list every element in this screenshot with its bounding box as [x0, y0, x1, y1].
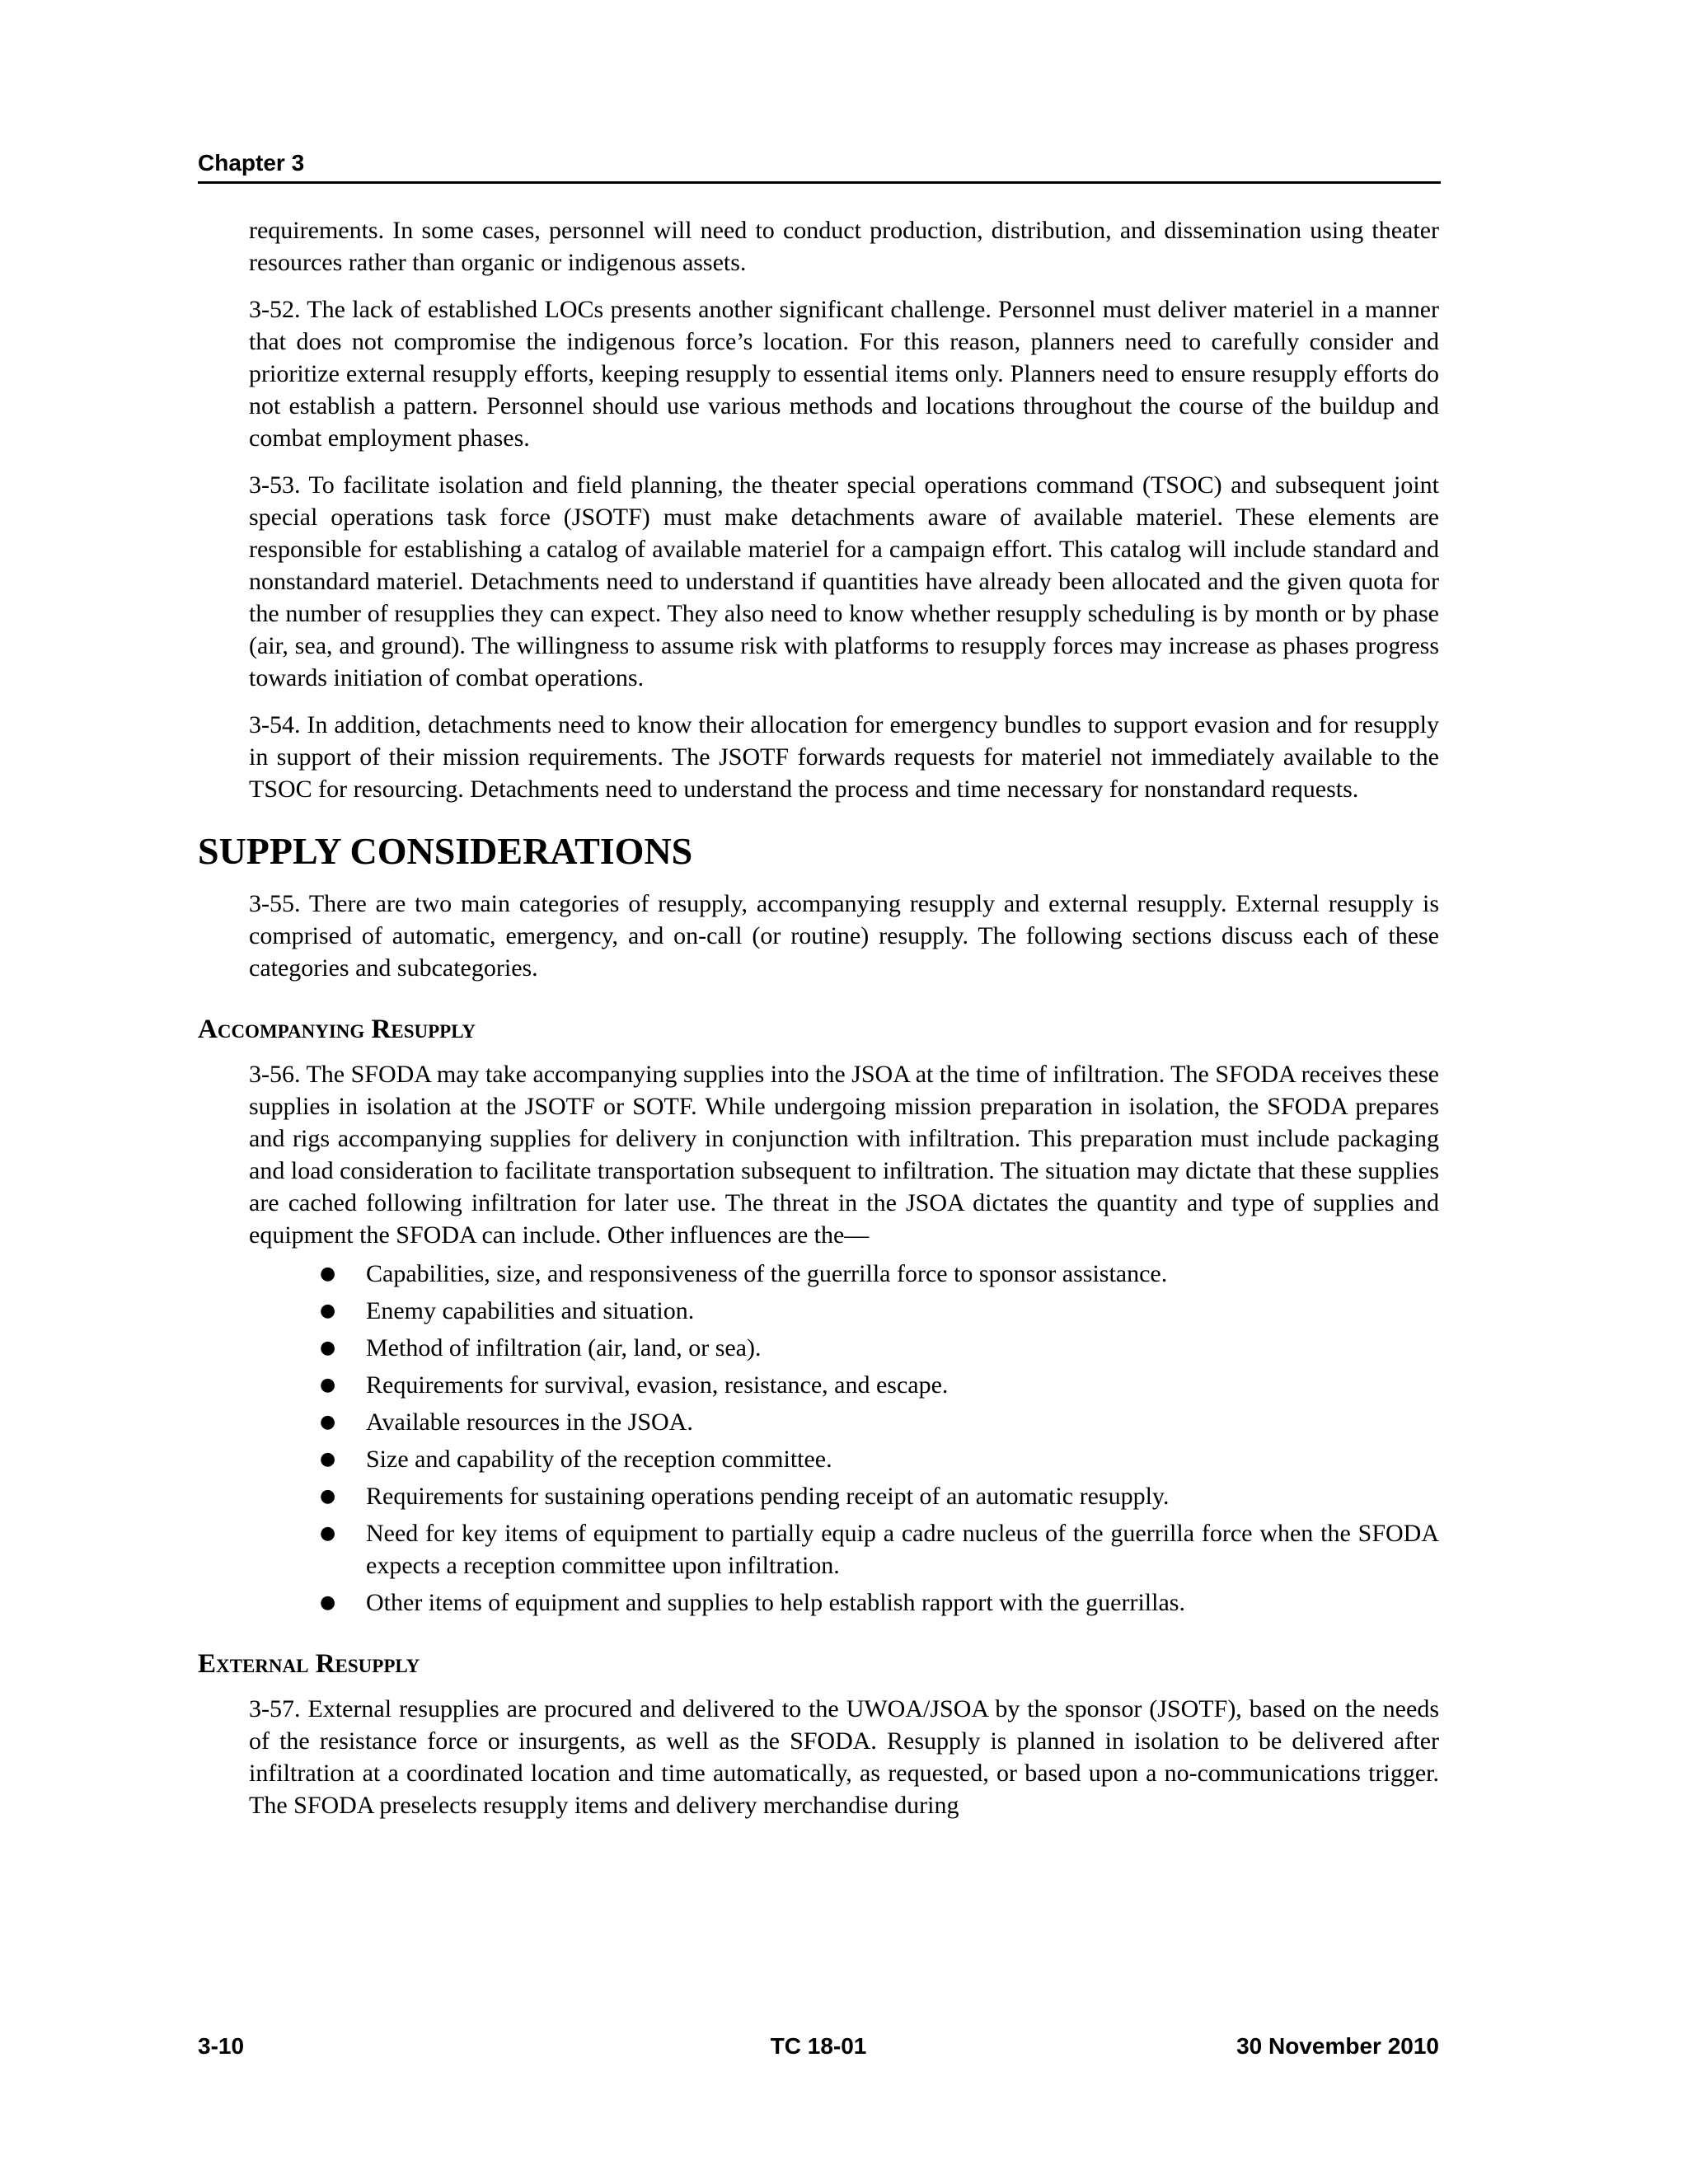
- list-item-text: Enemy capabilities and situation.: [366, 1297, 695, 1324]
- page-number: 3-10: [198, 2033, 245, 2059]
- bullet-icon: ●: [320, 1263, 336, 1284]
- list-item: [320, 1586, 1439, 1619]
- paragraph-3-56: 3-56. The SFODA may take accompanying supplies into the JSOA at the time of infiltration. The SFODA receives these supplies in isolation at the JSOTF or SOTF. While undergoing mission preparation in isolation, the SFODA prepares and rigs accompanying supplies for delivery in conjunction with infiltration. This preparation must include packaging and load consideration to facilitate transportation subsequent to infiltration. The situation may dictate that these supplies are cached following infiltration for later use. The threat in the JSOA dictates the quantity and type of supplies and equipment the SFODA can include. Other influences are the—: [249, 1061, 1439, 1249]
- list-item: [320, 1295, 1439, 1327]
- influences-list: [249, 1258, 1439, 1619]
- bullet-icon: ●: [320, 1523, 336, 1544]
- list-item-text: Requirements for sustaining operations pending receipt of an automatic resupply.: [366, 1483, 1170, 1510]
- bullet-icon: ●: [320, 1592, 336, 1613]
- paragraph-3-52: 3-52. The lack of established LOCs presents another significant challenge. Personnel must deliver materiel in a manner that does not compromise the indigenous force’s location. For this reason, planners need to carefully consider and prioritize external resupply efforts, keeping resupply to essential items only. Planners need to ensure resupply efforts do not establish a pattern. Personnel should use various methods and locations throughout the course of the buildup and combat employment phases.: [249, 296, 1439, 452]
- list-item: [320, 1369, 1439, 1401]
- list-item-text: Need for key items of equipment to partially equip a cadre nucleus of the guerrilla force when the SFODA expects a reception committee upon infiltration.: [366, 1520, 1439, 1579]
- bullet-icon: ●: [320, 1486, 336, 1507]
- list-item: [320, 1517, 1439, 1582]
- bullet-icon: ●: [320, 1338, 336, 1358]
- paragraph-3-57: 3-57. External resupplies are procured and delivered to the UWOA/JSOA by the sponsor (JSOTF), based on the needs of the resistance force or insurgents, as well as the SFODA. Resupply is planned in isolation to be delivered after infiltration at a coordinated location and time automatically, as requested, or based upon a no-communications trigger. The SFODA preselects resupply items and delivery merchandise during: [249, 1695, 1439, 1819]
- list-item-text: Method of infiltration (air, land, or sea).: [366, 1334, 762, 1361]
- subsection-heading-external-resupply: External Resupply: [198, 1649, 420, 1679]
- publication-id: TC 18-01: [770, 2033, 867, 2059]
- section-heading-supply-considerations: SUPPLY CONSIDERATIONS: [198, 830, 693, 872]
- list-item: [320, 1480, 1439, 1512]
- list-item-text: Size and capability of the reception committee.: [366, 1446, 832, 1473]
- list-item: [320, 1332, 1439, 1364]
- running-footer: [198, 2032, 1439, 2061]
- list-item-text: Requirements for survival, evasion, resistance, and escape.: [366, 1371, 949, 1399]
- bullet-icon: ●: [320, 1412, 336, 1432]
- bullet-icon: ●: [320, 1375, 336, 1395]
- publication-date: 30 November 2010: [1236, 2033, 1439, 2059]
- list-item-text: Available resources in the JSOA.: [366, 1408, 693, 1436]
- paragraph-3-54: 3-54. In addition, detachments need to know their allocation for emergency bundles to support evasion and for resupply in support of their mission requirements. The JSOTF forwards requests for materiel not immediately available to the TSOC for resourcing. Detachments need to understand the process and time necessary for nonstandard requests.: [249, 711, 1439, 803]
- list-item: [320, 1406, 1439, 1438]
- list-item: [320, 1258, 1439, 1290]
- paragraph-continuation: requirements. In some cases, personnel will need to conduct production, distribution, and dissemination using theater resources rather than organic or indigenous assets.: [249, 217, 1439, 276]
- subsection-heading-accompanying-resupply: Accompanying Resupply: [198, 1015, 476, 1044]
- bullet-icon: ●: [320, 1301, 336, 1321]
- list-item-text: Capabilities, size, and responsiveness of the guerrilla force to sponsor assistance.: [366, 1260, 1168, 1287]
- list-item-text: Other items of equipment and supplies to help establish rapport with the guerrillas.: [366, 1589, 1185, 1616]
- chapter-label: Chapter 3: [198, 150, 305, 176]
- paragraph-3-53: 3-53. To facilitate isolation and field planning, the theater special operations command (TSOC) and subsequent joint special operations task force (JSOTF) must make detachments aware of available materiel. These elements are responsible for establishing a catalog of available materiel for a campaign effort. This catalog will include standard and nonstandard materiel. Detachments need to understand if quantities have already been allocated and the given quota for the number of resupplies they can expect. They also need to know whether resupply scheduling is by month or by phase (air, sea, and ground). The willingness to assume risk with platforms to resupply forces may increase as phases progress towards initiation of combat operations.: [249, 471, 1439, 691]
- running-header: [198, 148, 1441, 184]
- paragraph-3-55: 3-55. There are two main categories of resupply, accompanying resupply and external resupply. External resupply is comprised of automatic, emergency, and on-call (or routine) resupply. The following sections discuss each of these categories and subcategories.: [249, 890, 1439, 982]
- bullet-icon: ●: [320, 1449, 336, 1469]
- page-body: [198, 214, 1439, 1836]
- list-item: [320, 1443, 1439, 1475]
